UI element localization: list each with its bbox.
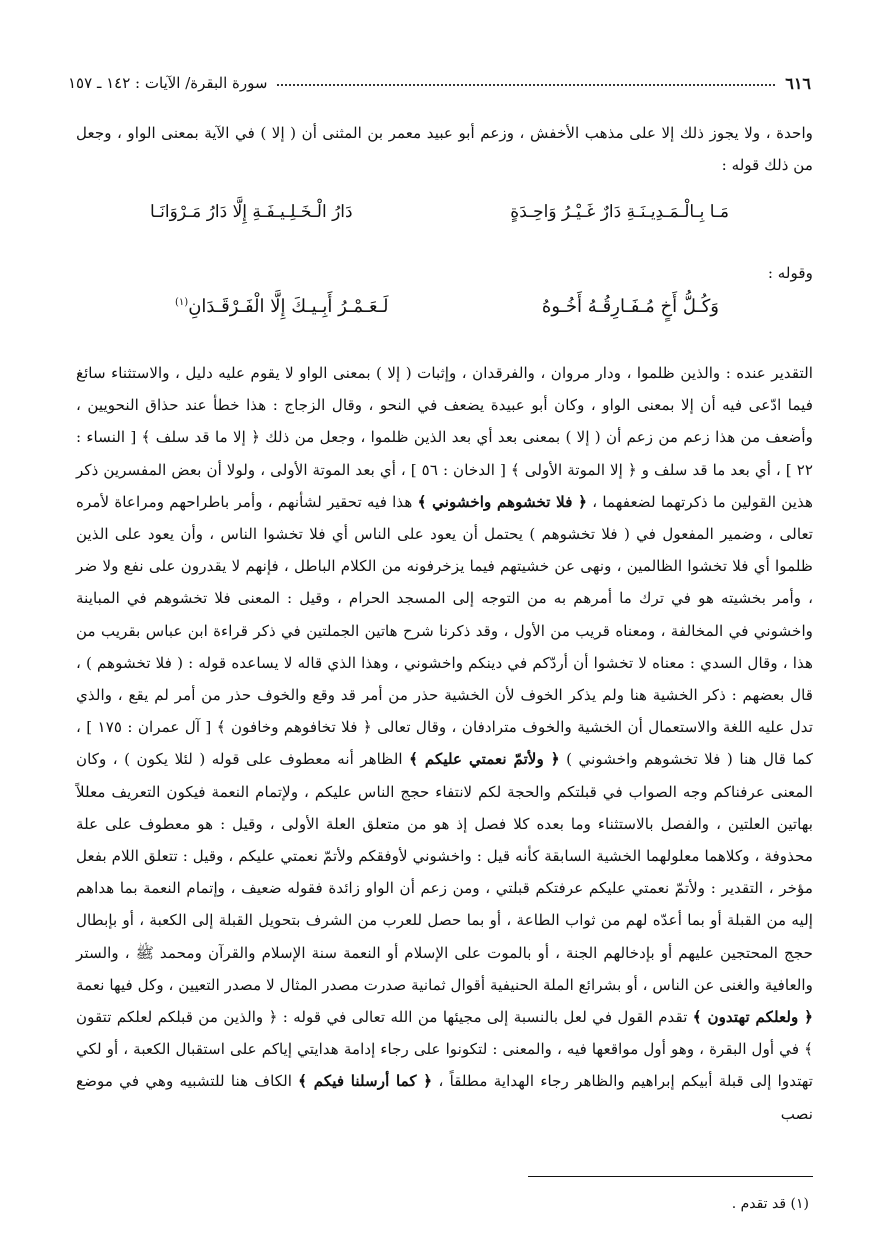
verse-2-second-text: لَـعَـمْـرُ أَبِـيـكَ إِلَّا الْفَـرْقَـدَانِ bbox=[188, 296, 389, 317]
poetry-verse-1 bbox=[150, 202, 729, 222]
verse-1-first-hemistich: مَـا بِـالْـمَـدِيـنَـةِ دَارٌ غَـيْـرُ وَاحِـدَةٍ bbox=[510, 202, 729, 222]
verse-1-second-hemistich: دَارُ الْـخَـلِـيـفَـةِ إِلَّا دَارُ مَـرْوَانَـا bbox=[150, 202, 353, 222]
commentary-text-3: الظاهر أنه معطوف على قوله ( لئلا يكون ) ، وكان المعنى عرفناكم وجه الصواب في قبلتكم والحجة لكم لانتفاء حجج الناس عليكم ، ولإتمام النعمة فيكون التعريف معللاً بهاتين العلتين ، والفصل بالاستثناء وما بعده كلا فصل إذ هو من متعلق العلة الأولى ، وقيل : هو معطوف على علة محذوفة ، وكلاهما معلولهما الخشية السابقة كأنه قيل : واخشوني لأوفقكم ولأتمّ نعمتي عليكم ، وقيل : تتعلق اللام بفعل مؤخر ، التقدير : ولأتمّ نعمتي عليكم عرفتكم قبلتي ، ومن زعم أن الواو زائدة فقوله ضعيف ، وإتمام النعمة بما هداهم إليه من القبلة أو بما أعدّه لهم من ثواب الطاعة ، أو بما حصل للعرب من الشرف بتحويل القبلة إلى الكعبة ، أو بإبطال حجج المحتجين عليهم أو بإدخالهم الجنة ، أو بالموت على الإسلام أو النعمة سنة الإسلام والقرآن ومحمد ﷺ ، والستر والعافية والغنى عن الناس ، أو بشرائع الملة الحنيفية أقوال ثمانية صدرت مصدر المثال لا مصدر التعيين ، وكل فيها نعمة bbox=[76, 750, 813, 994]
verse-2-first-hemistich: وَكُـلُّ أَخٍ مُـفَـارِقُـهُ أَخُـوهُ bbox=[541, 296, 719, 317]
quran-quote-2: ﴿ ولأتمّ نعمتي عليكم ﴾ bbox=[409, 750, 560, 769]
verse-2-second-hemistich bbox=[175, 296, 388, 317]
footnote-marker: (١) bbox=[175, 297, 189, 308]
intro-text: واحدة ، ولا يجوز ذلك إلا على مذهب الأخفش ، وزعم أبو عبيد معمر بن المثنى أن ( إلا ) في الآية بمعنى الواو ، وجعل من ذلك قوله : bbox=[76, 124, 813, 174]
running-title: سورة البقرة/ الآيات : ١٤٢ ـ ١٥٧ bbox=[68, 74, 268, 92]
commentary-text-2: هذا فيه تحقير لشأنهم ، وأمر باطراحهم ومراعاة لأمره تعالى ، وضمير المفعول في ( فلا تخشوهم ) يحتمل أن يعود على الناس أي فلا تخشوا الناس ، وأن يعود على الذين ظلموا أي فلا تخشوا الظالمين ، ونهى عن خشيتهم فيما يزخرفونه من الكلام الباطل ، فإنهم لا يقدرون على نفع ولا ضر ، وأمر بخشيته هو في ترك ما أمرهم به من التوجه إلى المسجد الحرام ، وقيل : المعنى فلا تخشوهم في المباينة واخشوني في المخالفة ، ومعناه قريب من الأول ، وقد ذكرنا شرح هاتين الجملتين في ذكر قراءة ابن عباس بقريب من هذا ، وقال السدي : معناه لا تخشوا أن أردّكم في دينكم واخشوني ، وهذا الذي قاله لا يساعده قوله : ( فلا تخشوهم ) ، قال بعضهم : ذكر الخشية هنا ولم يذكر الخوف لأن الخشية حذر من أمر قد وقع والخوف حذر من أمر لم يقع ، والذي تدل عليه اللغة والاستعمال أن الخشية والخوف مترادفان ، وقال تعالى ﴿ فلا تخافوهم وخافون ﴾ [ آل عمران : ١٧٥ ] ، كما قال هنا ( فلا تخشوهم واخشوني ) bbox=[76, 492, 814, 769]
commentary-text-1: التقدير عنده : والذين ظلموا ، ودار مروان ، والفرقدان ، وإثبات ( إلا ) بمعنى الواو لا يقوم عليه دليل ، والاستثناء سائغ فيما ادّعى فيه أن إلا بمعنى الواو ، وكان أبو عبيدة يضعف في النحو ، وقال الزجاج : هذا خطأ عند حذاق النحويين ، وأضعف من هذا زعم من زعم أن ( إلا ) بمعنى بعد أي بعد الذين ظلموا ، وجعل من ذلك ﴿ إلا ما قد سلف ﴾ [ النساء : ٢٢ ] ، أي بعد ما قد سلف و ﴿ إلا الموتة الأولى ﴾ [ الدخان : ٥٦ ] ، أي بعد الموتة الأولى ، ولولا أن بعض المفسرين ذكر هذين القولين ما ذكرتهما لضعفهما ، bbox=[76, 364, 814, 511]
quran-quote-3: ﴿ ولعلكم تهتدون ﴾ bbox=[692, 1008, 813, 1027]
page-header bbox=[68, 69, 811, 97]
page-number: ٦١٦ bbox=[785, 73, 811, 93]
commentary-text-4: تقدم القول في لعل بالنسبة إلى مجيئها من الله تعالى في قوله : ﴿ والذين من قبلكم لعلكم تتقون ﴾ في أول البقرة ، وهو أول مواقعها فيه ، والمعنى : لتكونوا على رجاء إدامة هدايتي إياكم على استقبال الكعبة ، أو لكي تهتدوا إلى قبلة أبيكم إبراهيم والظاهر رجاء الهداية مطلقاً ، bbox=[76, 1008, 814, 1091]
header-dot-leader bbox=[277, 84, 775, 86]
commentary-paragraph bbox=[76, 357, 813, 1130]
commentary-text-5: الكاف هنا للتشبيه وهي في موضع نصب bbox=[76, 1072, 813, 1123]
footnote-separator bbox=[528, 1176, 813, 1177]
second-intro-text: وقوله : bbox=[767, 264, 813, 282]
footnote: (١) قد تقدم . bbox=[731, 1196, 809, 1212]
quran-quote-4: ﴿ كما أرسلنا فيكم ﴾ bbox=[298, 1072, 433, 1091]
quran-quote-1: ﴿ فلا تخشوهم واخشوني ﴾ bbox=[417, 492, 588, 511]
poetry-verse-2 bbox=[175, 296, 719, 317]
intro-paragraph bbox=[76, 117, 813, 181]
commentary-body bbox=[76, 357, 813, 1130]
